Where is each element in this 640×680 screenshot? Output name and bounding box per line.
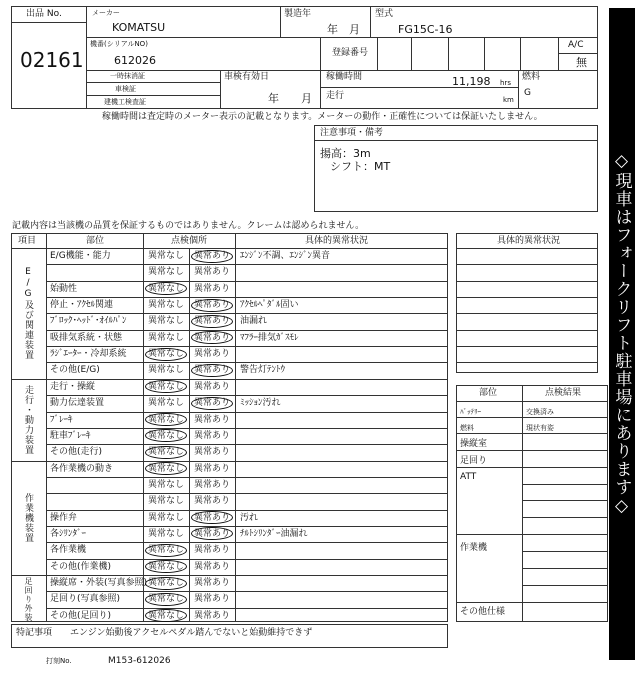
row-detail: ｴﾝｼﾞﾝ不調、ｴﾝｼﾞﾝ異音 xyxy=(240,251,331,261)
stamp-value: M153-612026 xyxy=(108,656,171,666)
col-part: 部位 xyxy=(86,236,105,246)
att-label: ATT xyxy=(460,472,477,482)
workmachine-label: 作業機 xyxy=(460,543,488,553)
abnormal-option: 異常あり xyxy=(194,365,231,375)
hours-unit: hrs xyxy=(500,79,511,87)
reg-label: 登録番号 xyxy=(332,48,369,58)
col-check: 点検個所 xyxy=(171,236,208,246)
no-abnormal-circle xyxy=(145,544,187,557)
row-part: 各ｼﾘﾝﾀﾞｰ xyxy=(50,529,87,539)
row-part: 始動性 xyxy=(50,284,78,294)
no-abnormal-circle xyxy=(145,593,187,606)
no-abnormal-option: 異常なし xyxy=(148,415,185,425)
abnormal-option: 異常あり xyxy=(194,349,231,359)
abnormal-option: 異常あり xyxy=(194,464,231,474)
no-abnormal-circle xyxy=(145,462,187,475)
row-part: 動力伝達装置 xyxy=(50,398,105,408)
inspection-expiry-suffix: 年 月 xyxy=(268,92,312,105)
no-abnormal-circle xyxy=(145,609,187,622)
group-label: E/G及び関連装置 xyxy=(23,267,33,360)
maker-label: メーカー xyxy=(92,9,120,17)
abnormal-option: 異常あり xyxy=(194,447,231,457)
row-part: 走行・操縦 xyxy=(50,382,96,392)
results-col-part: 部位 xyxy=(479,388,498,398)
work-cert-label: 建機工検査証 xyxy=(104,98,146,106)
maker-value: KOMATSU xyxy=(112,21,166,34)
no-abnormal-circle xyxy=(145,429,187,442)
abnormal-circle xyxy=(191,331,233,344)
abnormal-circle xyxy=(191,250,233,263)
no-abnormal-option: 異常なし xyxy=(148,513,185,523)
fuel-result-value: 現状有姿 xyxy=(526,424,554,432)
hours-disclaimer: 稼働時間は査定時のメーター表示の記載となります。メーターの動作・正確性については保証いたしません。 xyxy=(102,112,543,122)
lot-number: 02161 xyxy=(20,48,84,72)
fuel-label: 燃料 xyxy=(522,72,541,82)
fuel-value: G xyxy=(524,88,531,98)
no-abnormal-option: 異常なし xyxy=(148,333,185,343)
abnormal-option: 異常あり xyxy=(194,284,231,294)
row-part: 各作業機の動き xyxy=(50,464,114,474)
no-abnormal-option: 異常なし xyxy=(148,284,185,294)
abnormal-option: 異常あり xyxy=(194,545,231,555)
stamp-label: 打刻No. xyxy=(46,657,72,665)
hours-value: 11,198 xyxy=(452,75,491,88)
row-detail: 油漏れ xyxy=(240,316,268,326)
hours-label: 稼働時間 xyxy=(326,72,363,82)
no-abnormal-circle xyxy=(145,560,187,573)
inspection-cert-label: 車検証 xyxy=(115,85,136,93)
notes-label: 注意事項・備考 xyxy=(320,128,384,138)
lot-label: 出品 No. xyxy=(26,9,62,19)
abnormal-option: 異常あり xyxy=(194,316,231,326)
row-part: その他(足回り) xyxy=(50,611,112,621)
abnormal-option: 異常あり xyxy=(194,611,231,621)
serial-label: 機番(シリアルNO) xyxy=(90,40,148,48)
abnormal-option: 異常あり xyxy=(194,267,231,277)
no-abnormal-option: 異常なし xyxy=(148,496,185,506)
col-item: 項目 xyxy=(18,236,37,246)
no-abnormal-option: 異常なし xyxy=(148,300,185,310)
row-part: 操作弁 xyxy=(50,513,78,523)
abnormal-circle xyxy=(191,397,233,410)
no-abnormal-option: 異常なし xyxy=(148,349,185,359)
results-table xyxy=(456,385,608,622)
row-part: ﾌﾞﾚｰｷ xyxy=(50,415,73,425)
row-part: 吸排気系統・状態 xyxy=(50,333,123,343)
abnormal-option: 異常あり xyxy=(194,496,231,506)
row-part: ﾌﾞﾛｯｸ･ﾍｯﾄﾞ･ｵｲﾙﾊﾟﾝ xyxy=(50,316,127,326)
no-abnormal-circle xyxy=(145,348,187,361)
no-abnormal-option: 異常なし xyxy=(148,365,185,375)
abnormal-circle xyxy=(191,364,233,377)
side-banner: ◇現車はフォークリフト駐車場にあります◇ xyxy=(609,8,635,660)
no-abnormal-option: 異常なし xyxy=(148,529,185,539)
abnormal-option: 異常あり xyxy=(194,513,231,523)
no-abnormal-option: 異常なし xyxy=(148,545,185,555)
no-abnormal-option: 異常なし xyxy=(148,594,185,604)
row-detail: ﾐｯｼｮﾝ汚れ xyxy=(240,398,281,408)
abnormal-option: 異常あり xyxy=(194,251,231,261)
year-suffix: 年 月 xyxy=(327,23,360,36)
abnormal-option: 異常あり xyxy=(194,300,231,310)
no-abnormal-option: 異常なし xyxy=(148,464,185,474)
no-abnormal-option: 異常なし xyxy=(148,316,185,326)
serial-value: 612026 xyxy=(114,54,156,67)
no-abnormal-circle xyxy=(145,413,187,426)
row-detail: ﾁﾙﾄｼﾘﾝﾀﾞｰ油漏れ xyxy=(240,529,308,539)
other-spec-label: その他仕様 xyxy=(460,607,506,617)
group-label: 走行・動力装置 xyxy=(23,385,33,455)
row-part: 操縦席・外装(写真参照) xyxy=(50,578,148,588)
group-label: 足回り外装 xyxy=(24,577,33,622)
abnormal-option: 異常あり xyxy=(194,431,231,441)
no-abnormal-option: 異常なし xyxy=(148,578,185,588)
no-abnormal-option: 異常なし xyxy=(148,251,185,261)
no-abnormal-option: 異常なし xyxy=(148,382,185,392)
model-value: FG15C-16 xyxy=(398,23,453,36)
special-label: 特記事項 xyxy=(16,628,53,638)
notes-line1: 揚高：3m xyxy=(320,147,371,160)
fuel-result-label: 燃料 xyxy=(460,424,474,432)
no-abnormal-option: 異常なし xyxy=(148,562,185,572)
abnormal-option: 異常あり xyxy=(194,480,231,490)
row-part: 足回り(写真参照) xyxy=(50,594,121,604)
col-detail: 具体的異常状況 xyxy=(305,236,369,246)
no-abnormal-circle xyxy=(145,282,187,295)
abnormal-option: 異常あり xyxy=(194,398,231,408)
quality-disclaimer: 記載内容は当該機の品質を保証するものではありません。クレームは認められません。 xyxy=(12,221,365,231)
battery-label: ﾊﾞｯﾃﾘｰ xyxy=(460,408,481,416)
abnormal-circle xyxy=(191,527,233,540)
year-label: 製造年 xyxy=(284,9,312,19)
row-detail: 汚れ xyxy=(240,513,259,523)
group-label: 作業機装置 xyxy=(23,493,33,543)
abnormal-circle xyxy=(191,511,233,524)
row-part: ﾗｼﾞｴｰﾀｰ・冷却系統 xyxy=(50,349,127,359)
inspection-expiry-label: 車検有効日 xyxy=(224,72,270,82)
abnormal-option: 異常あり xyxy=(194,382,231,392)
row-detail: 警告灯ﾃﾝﾄｳ xyxy=(240,365,286,375)
row-part: その他(作業機) xyxy=(50,562,112,572)
battery-value: 交換済み xyxy=(526,408,554,416)
abnormal-option: 異常あり xyxy=(194,415,231,425)
special-text: エンジン始動後アクセルペダル踏んでないと始動維持できず xyxy=(70,628,313,638)
no-abnormal-circle xyxy=(145,446,187,459)
no-abnormal-circle xyxy=(145,380,187,393)
no-abnormal-option: 異常なし xyxy=(148,431,185,441)
row-detail: ﾏﾌﾗｰ排気ｶﾞｽﾓﾚ xyxy=(240,333,299,343)
temp-plate-label: 一時抹消証 xyxy=(110,72,145,80)
undercarriage-label: 足回り xyxy=(460,456,488,466)
notes-line2: シフト：MT xyxy=(330,160,391,173)
row-part: その他(E/G) xyxy=(50,365,100,375)
ac-label: A/C xyxy=(568,40,584,50)
abnormal-option: 異常あり xyxy=(194,594,231,604)
abnormal-circle xyxy=(191,315,233,328)
no-abnormal-option: 異常なし xyxy=(148,398,185,408)
no-abnormal-circle xyxy=(145,577,187,590)
abnormal-option: 異常あり xyxy=(194,562,231,572)
row-part: 各作業機 xyxy=(50,545,87,555)
right-detail-label: 具体的異常状況 xyxy=(497,236,561,246)
cab-label: 操縦室 xyxy=(460,439,488,449)
row-part: 停止・ｱｸｾﾙ関連 xyxy=(50,300,114,310)
km-label: 走行 xyxy=(326,91,345,101)
abnormal-circle xyxy=(191,299,233,312)
no-abnormal-option: 異常なし xyxy=(148,611,185,621)
no-abnormal-option: 異常なし xyxy=(148,447,185,457)
abnormal-option: 異常あり xyxy=(194,333,231,343)
model-label: 型式 xyxy=(375,9,394,19)
abnormal-option: 異常あり xyxy=(194,578,231,588)
ac-value: 無 xyxy=(576,56,587,69)
results-col-result: 点検結果 xyxy=(545,388,582,398)
right-detail-box xyxy=(456,233,598,373)
row-part: 駐車ﾌﾞﾚｰｷ xyxy=(50,431,91,441)
km-unit: km xyxy=(503,96,514,104)
row-part: E/G機能・能力 xyxy=(50,251,111,261)
row-part: その他(走行) xyxy=(50,447,103,457)
row-detail: ｱｸｾﾙﾍﾟﾀﾞﾙ固い xyxy=(240,300,299,310)
abnormal-option: 異常あり xyxy=(194,529,231,539)
no-abnormal-option: 異常なし xyxy=(148,267,185,277)
no-abnormal-option: 異常なし xyxy=(148,480,185,490)
